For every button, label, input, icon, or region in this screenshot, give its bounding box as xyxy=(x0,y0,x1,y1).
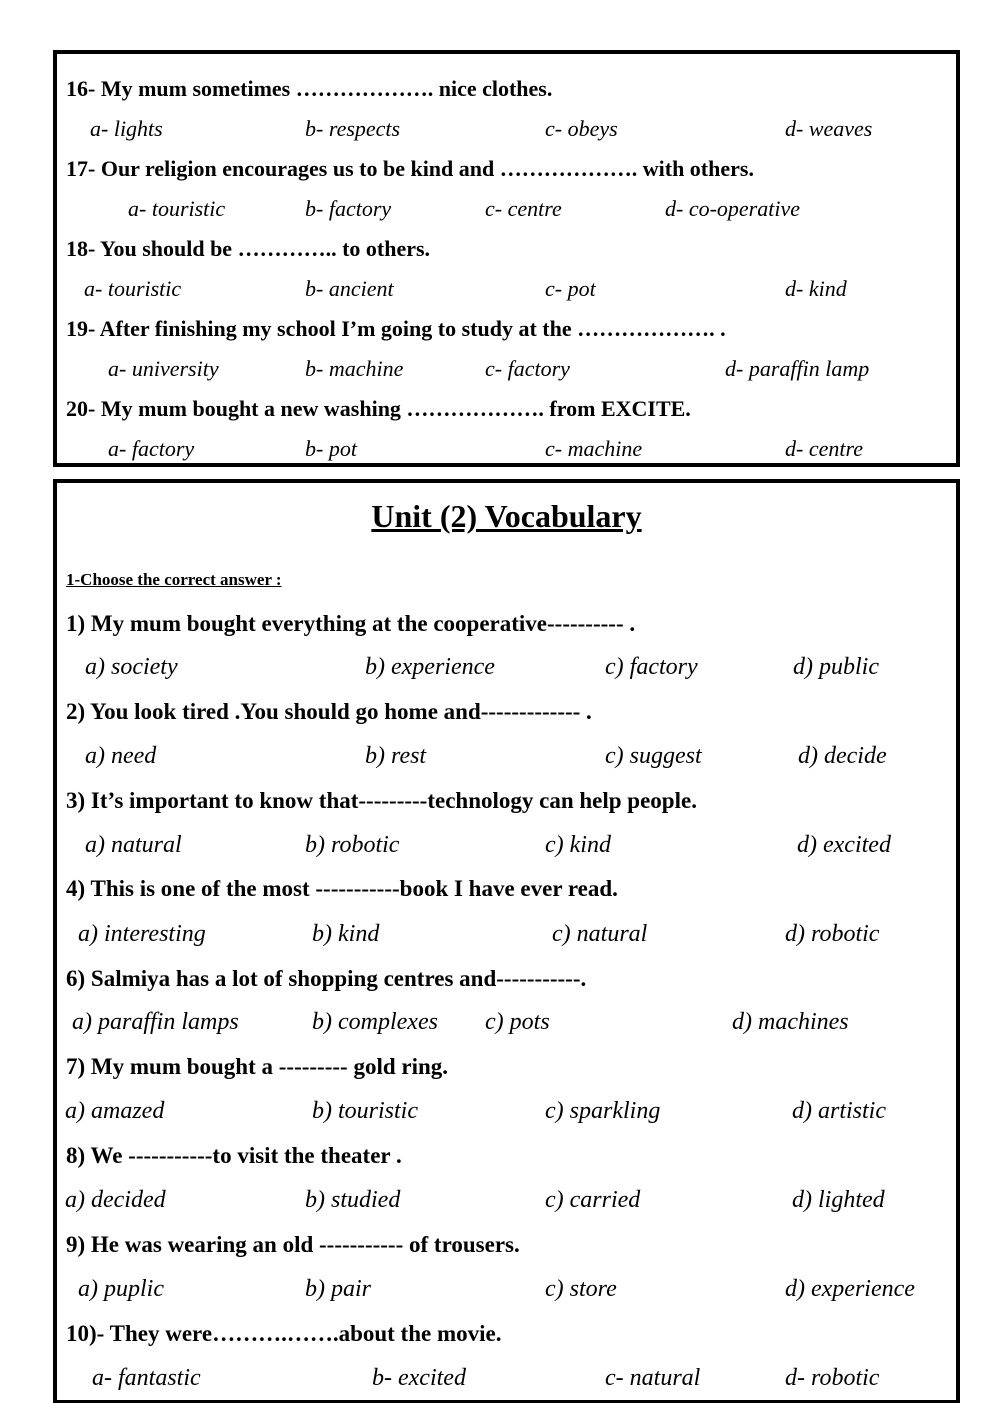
answer-option-c: c) factory xyxy=(605,654,698,680)
unit-2-vocabulary-box xyxy=(53,479,960,1403)
instruction-heading: 1-Choose the correct answer : xyxy=(66,570,282,589)
answer-option-d: d- co-operative xyxy=(665,196,800,221)
answer-option-a: a) decided xyxy=(65,1187,166,1213)
question-text: 9) He was wearing an old ----------- of trousers. xyxy=(66,1232,520,1257)
answer-option-b: b- ancient xyxy=(305,276,394,301)
answer-option-c: c) sparkling xyxy=(545,1098,661,1124)
answer-option-d: d- weaves xyxy=(785,116,873,141)
answer-option-b: b- excited xyxy=(372,1365,466,1391)
answer-option-a: a- university xyxy=(108,356,219,381)
question-text: 7) My mum bought a --------- gold ring. xyxy=(66,1054,449,1079)
question-text: 8) We -----------to visit the theater . xyxy=(66,1143,402,1168)
answer-option-c: c- pot xyxy=(545,276,596,301)
questions-16-20-box xyxy=(53,50,960,467)
question-text: 16- My mum sometimes ………………. nice clothes. xyxy=(66,76,553,101)
answer-option-b: b- pot xyxy=(305,436,357,461)
answer-option-d: d) decide xyxy=(798,743,887,769)
question-text: 3) It’s important to know that---------technology can help people. xyxy=(66,788,697,813)
answer-option-c: c) kind xyxy=(545,832,611,858)
answer-option-c: c- factory xyxy=(485,356,570,381)
answer-option-b: b) complexes xyxy=(312,1009,438,1035)
answer-option-d: d) machines xyxy=(732,1009,849,1035)
answer-option-a: a) puplic xyxy=(78,1276,164,1302)
question-text: 10)- They were……….…….about the movie. xyxy=(66,1321,502,1346)
answer-option-b: b) kind xyxy=(312,921,380,947)
answer-option-a: a) paraffin lamps xyxy=(72,1009,239,1035)
question-text: 20- My mum bought a new washing ………………. from EXCITE. xyxy=(66,396,691,421)
question-text: 1) My mum bought everything at the cooperative---------- . xyxy=(66,611,636,636)
answer-option-c: c) store xyxy=(545,1276,617,1302)
answer-option-d: d) public xyxy=(793,654,879,680)
answer-option-a: a) natural xyxy=(85,832,182,858)
answer-option-a: a- factory xyxy=(108,436,195,461)
question-text: 19- After finishing my school I’m going to study at the ………………. . xyxy=(66,316,726,341)
question-text: 2) You look tired .You should go home and------------- . xyxy=(66,699,592,724)
answer-option-d: d) experience xyxy=(785,1276,915,1302)
answer-option-b: b) pair xyxy=(305,1276,371,1302)
answer-option-c: c) natural xyxy=(552,921,648,947)
answer-option-d: d) lighted xyxy=(792,1187,885,1213)
answer-option-c: c- centre xyxy=(485,196,562,221)
answer-option-d: d) artistic xyxy=(792,1098,886,1124)
answer-option-d: d) robotic xyxy=(785,921,880,947)
answer-option-a: a- touristic xyxy=(128,196,226,221)
answer-option-c: c) suggest xyxy=(605,743,702,769)
answer-option-b: b) rest xyxy=(365,743,427,769)
answer-option-b: b) studied xyxy=(305,1187,401,1213)
answer-option-a: a) society xyxy=(85,654,178,680)
answer-option-a: a) amazed xyxy=(65,1098,165,1124)
question-text: 17- Our religion encourages us to be kind and ………………. with others. xyxy=(66,156,754,181)
answer-option-a: a) interesting xyxy=(78,921,206,947)
answer-option-a: a- touristic xyxy=(84,276,182,301)
answer-option-a: a) need xyxy=(85,743,157,769)
answer-option-c: c) carried xyxy=(545,1187,641,1213)
answer-option-c: c- obeys xyxy=(545,116,618,141)
question-text: 4) This is one of the most -----------book I have ever read. xyxy=(66,876,618,901)
answer-option-c: c- natural xyxy=(605,1365,701,1391)
answer-option-b: b) robotic xyxy=(305,832,400,858)
question-text: 6) Salmiya has a lot of shopping centres and-----------. xyxy=(66,966,587,991)
answer-option-b: b) touristic xyxy=(312,1098,418,1124)
answer-option-b: b- factory xyxy=(305,196,392,221)
answer-option-b: b- machine xyxy=(305,356,404,381)
answer-option-a: a- fantastic xyxy=(92,1365,201,1391)
answer-option-d: d- kind xyxy=(785,276,847,301)
answer-option-a: a- lights xyxy=(90,116,163,141)
section-title: Unit (2) Vocabulary xyxy=(371,498,642,534)
question-text: 18- You should be ………….. to others. xyxy=(66,236,431,261)
answer-option-c: c) pots xyxy=(485,1009,550,1035)
answer-option-c: c- machine xyxy=(545,436,643,461)
answer-option-d: d) excited xyxy=(797,832,891,858)
answer-option-d: d- centre xyxy=(785,436,863,461)
answer-option-b: b) experience xyxy=(365,654,495,680)
answer-option-d: d- paraffin lamp xyxy=(725,356,870,381)
answer-option-d: d- robotic xyxy=(785,1365,880,1391)
answer-option-b: b- respects xyxy=(305,116,401,141)
